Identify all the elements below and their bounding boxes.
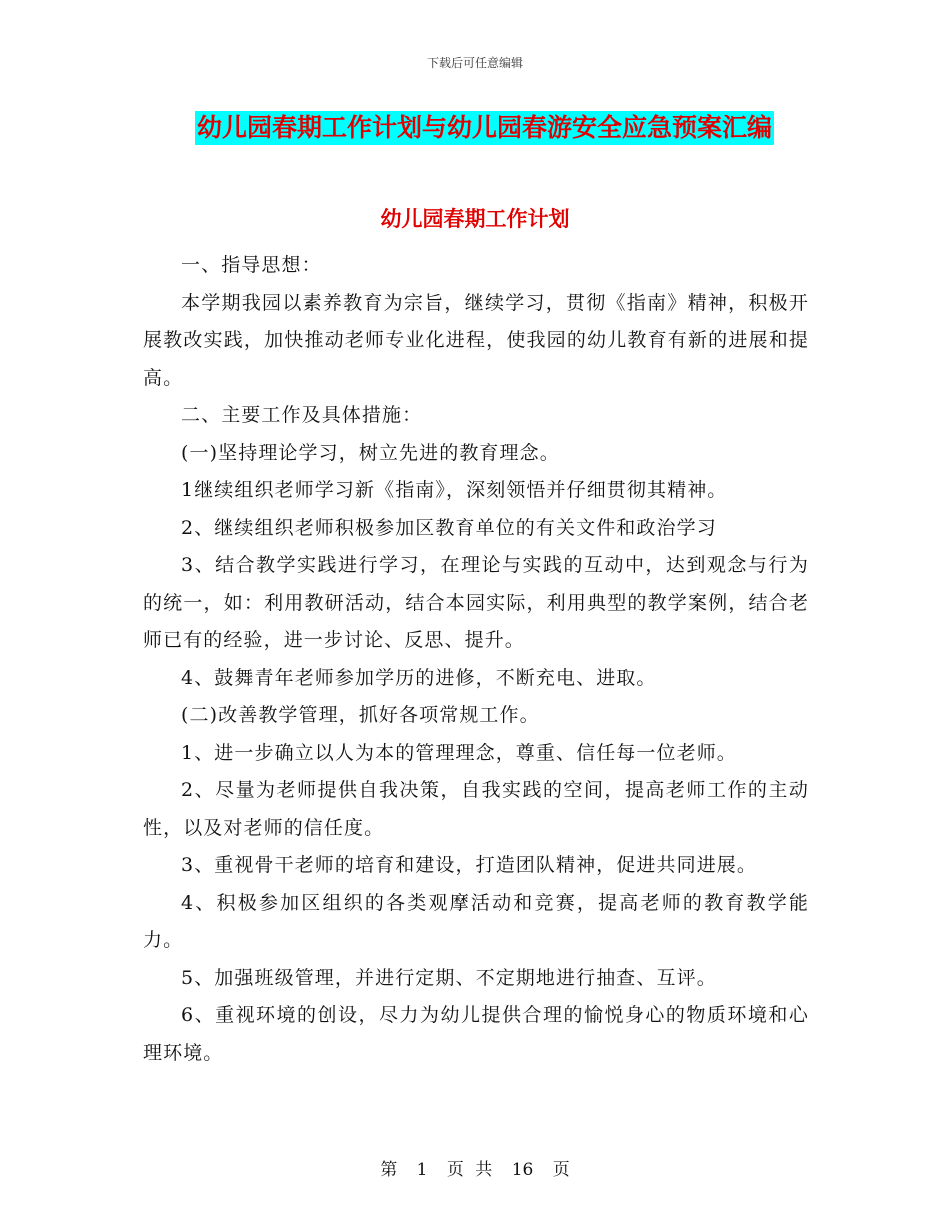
page-footer	[0, 1155, 950, 1180]
paragraph: 3、重视骨干老师的培育和建设，打造团队精神，促进共同进展。	[181, 854, 757, 876]
section-title: 幼儿园春期工作计划	[380, 206, 570, 231]
footer-suffix: 页	[552, 1160, 570, 1180]
header-note: 下载后可任意编辑	[426, 56, 523, 70]
footer-middle: 页 共	[446, 1160, 493, 1180]
paragraph: 6、重视环境的创设，尽力为幼儿提供合理的愉悦身心的物质环境和心理环境。	[143, 1004, 809, 1064]
footer-total-pages: 16	[511, 1160, 534, 1180]
paragraph: 2、尽量为老师提供自我决策，自我实践的空间，提高老师工作的主动性，以及对老师的信任度。	[143, 779, 809, 839]
paragraph: 2、继续组织老师积极参加区教育单位的有关文件和政治学习	[181, 516, 717, 539]
paragraph: (一)坚持理论学习，树立先进的教育理念。	[181, 441, 560, 464]
document-body	[143, 247, 809, 1072]
paragraph: 一、指导思想：	[181, 254, 322, 276]
paragraph: 1、进一步确立以人为本的管理理念，尊重、信任每一位老师。	[181, 741, 737, 764]
footer-prefix: 第	[380, 1160, 398, 1180]
paragraph: 1继续组织老师学习新《指南》，深刻领悟并仔细贯彻其精神。	[181, 479, 728, 501]
paragraph: (二)改善教学管理，抓好各项常规工作。	[181, 704, 540, 726]
footer-page-number: 1	[416, 1160, 428, 1180]
paragraph: 5、加强班级管理，并进行定期、不定期地进行抽查、互评。	[181, 966, 717, 989]
paragraph: 4、积极参加区组织的各类观摩活动和竞赛，提高老师的教育教学能力。	[143, 891, 809, 951]
paragraph: 4、鼓舞青年老师参加学历的进修，不断充电、进取。	[181, 666, 657, 689]
paragraph: 3、结合教学实践进行学习，在理论与实践的互动中，达到观念与行为的统一，如：利用教研活动，结合本园实际，利用典型的教学案例，结合老师已有的经验，进一步讨论、反思、提升。	[143, 554, 809, 651]
document-title: 幼儿园春期工作计划与幼儿园春游安全应急预案汇编	[195, 111, 774, 145]
paragraph: 本学期我园以素养教育为宗旨，继续学习，贯彻《指南》精神，积极开展教改实践，加快推动老师专业化进程，使我园的幼儿教育有新的进展和提高。	[143, 291, 809, 389]
paragraph: 二、主要工作及具体措施：	[181, 404, 423, 426]
